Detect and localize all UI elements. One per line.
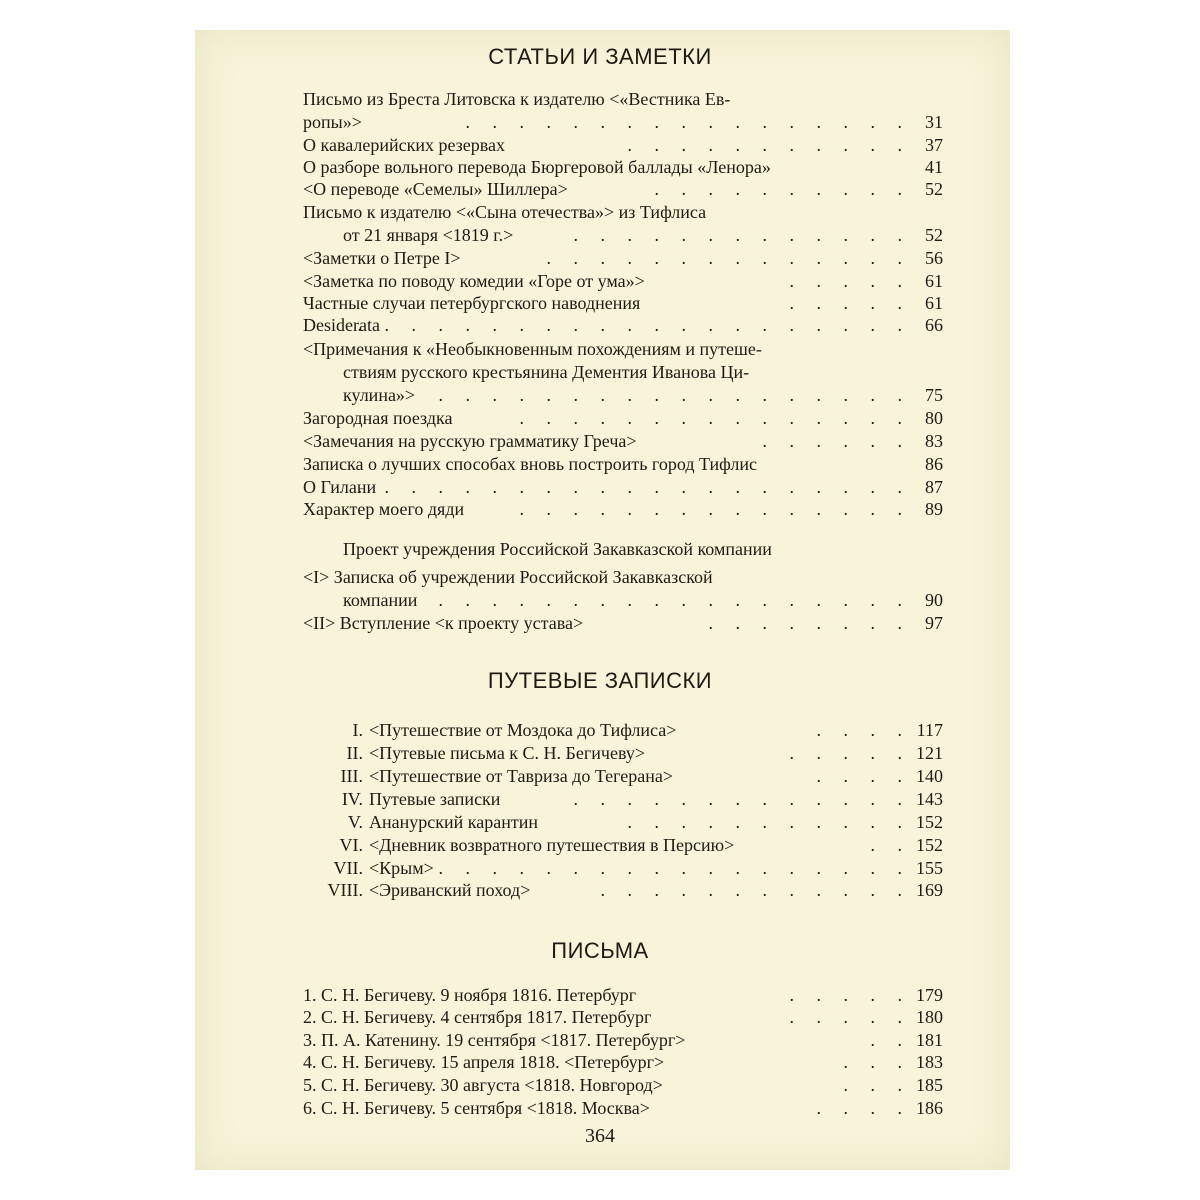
leader-dots: . . . . . . . . . . . . . . . . . . . . . (357, 315, 911, 335)
page-ref: 83 (925, 431, 943, 451)
roman-numeral: IV. (341, 789, 363, 809)
roman-numeral: V. (347, 812, 363, 832)
entry-title: Письмо к издателю <«Сына отечества»> из Тифлиса (303, 202, 707, 222)
entry-title: компании (343, 590, 418, 610)
page-ref: 140 (916, 766, 943, 786)
leader-dots: . . . . (816, 1098, 911, 1118)
entry-title: 3. П. А. Катенину. 19 сентября <1817. Петербург> (303, 1030, 686, 1050)
entry-title: 6. С. Н. Бегичеву. 5 сентября <1818. Москва> (303, 1098, 650, 1118)
leader-dots: . . . . . . . . . . . . . . . (519, 408, 911, 428)
page-ref: 86 (925, 454, 943, 474)
page-ref: 56 (925, 248, 943, 268)
entry-title: <Крым> (369, 858, 434, 878)
toc-entry (303, 765, 943, 788)
toc-entry (303, 111, 943, 134)
page-ref: 75 (925, 385, 943, 405)
roman-numeral: II. (346, 743, 363, 763)
entry-title: <Дневник возвратного путешествия в Персию> (369, 835, 735, 855)
entry-title: 1. С. Н. Бегичеву. 9 ноября 1816. Петербург (303, 985, 637, 1005)
entry-title: Записка о лучших способах вновь построить город Тифлис (303, 454, 757, 474)
page-ref: 90 (925, 590, 943, 610)
entry-title: <Путешествие от Тавриза до Тегерана> (369, 766, 674, 786)
page-ref: 61 (925, 293, 943, 313)
toc-entry (303, 361, 943, 384)
page-ref: 183 (916, 1052, 943, 1072)
leader-dots: . . . . (816, 720, 911, 740)
section-title-articles: СТАТЬИ И ЗАМЕТКИ (488, 44, 712, 69)
entry-title: О кавалерийских резервах (303, 135, 506, 155)
toc-entry (303, 742, 943, 765)
entry-title: Письмо из Бреста Литовска к издателю <«Вестника Ев- (303, 89, 731, 109)
entry-title: ропы»> (303, 112, 362, 132)
page-ref: 61 (925, 271, 943, 291)
leader-dots: . . . (843, 1052, 911, 1072)
entry-title: <Путевые письма к С. Н. Бегичеву> (369, 743, 645, 763)
entry-title: О разборе вольного перевода Бюргеровой баллады «Ленора» (303, 157, 771, 177)
leader-dots: . . (870, 1030, 911, 1050)
page-ref: 66 (925, 315, 943, 335)
toc-entry (303, 247, 943, 270)
leader-dots: . . . . . . . . . . . . . . (546, 248, 911, 268)
entry-title: <Заметки о Петре I> (303, 248, 461, 268)
entry-title: <О переводе «Семелы» Шиллера> (303, 179, 568, 199)
entry-title: 5. С. Н. Бегичеву. 30 августа <1818. Новгород> (303, 1075, 663, 1095)
leader-dots: . . . . . (789, 1007, 911, 1027)
entry-title: 2. С. Н. Бегичеву. 4 сентября 1817. Петербург (303, 1007, 652, 1027)
toc-entry (303, 834, 943, 857)
leader-dots: . . . . . (789, 985, 911, 1005)
leader-dots: . . . . . (789, 271, 911, 291)
page-ref: 181 (916, 1030, 943, 1050)
toc-entry (303, 476, 943, 499)
entry-title: <Примечания к «Необыкновенным похождениям и путеше- (303, 339, 762, 359)
toc-entry (303, 1097, 943, 1120)
toc-entry (303, 589, 943, 612)
toc-entry (303, 270, 943, 293)
section-title-travel: ПУТЕВЫЕ ЗАПИСКИ (487, 668, 713, 693)
roman-numeral: III. (340, 766, 363, 786)
page-number: 364 (585, 1125, 615, 1147)
leader-dots: . . . . . . . . . . . . . . . . . . (438, 385, 911, 405)
page-ref: 117 (916, 720, 943, 740)
entry-title: Частные случаи петербургского наводнения (303, 293, 641, 313)
leader-dots: . . . . . . (762, 431, 911, 451)
leader-dots: . . . . . . . . . . . . . . . . . . (438, 590, 911, 610)
leader-dots: . . (870, 835, 911, 855)
leader-dots: . . . . . . . . . . . (627, 812, 911, 832)
toc-entry (303, 453, 943, 476)
entry-title: 4. С. Н. Бегичеву. 15 апреля 1818. <Петербург> (303, 1052, 665, 1072)
toc-entry (303, 566, 943, 589)
entry-title: <Путешествие от Моздока до Тифлиса> (369, 720, 677, 740)
toc-entry (303, 178, 943, 201)
page-ref: 152 (916, 835, 943, 855)
leader-dots: . . . . . . . . . . . (627, 135, 911, 155)
toc-entry (303, 857, 943, 880)
toc-entry (303, 292, 943, 315)
page-ref: 180 (916, 1007, 943, 1027)
leader-dots: . . . . . . . . . . . . . (573, 789, 911, 809)
page-ref: 169 (916, 880, 943, 900)
toc-entry (303, 407, 943, 430)
leader-dots: . . . . . (789, 293, 911, 313)
page-ref: 186 (916, 1098, 943, 1118)
roman-numeral: I. (352, 720, 363, 740)
leader-dots: . . . (843, 1075, 911, 1095)
toc-entry (303, 156, 943, 179)
toc-entry (303, 1051, 943, 1074)
toc-entry (303, 224, 943, 247)
entry-title: кулина»> (343, 385, 416, 405)
leader-dots: . . . . (816, 766, 911, 786)
subsection-title: Проект учреждения Российской Закавказской компании (343, 539, 772, 559)
page-ref: 121 (916, 743, 943, 763)
page-ref: 87 (925, 477, 943, 497)
toc-entry (303, 384, 943, 407)
entry-title: <Заметка по поводу комедии «Горе от ума»> (303, 271, 645, 291)
entry-title: <Эриванский поход> (369, 880, 531, 900)
entry-title: <II> Вступление <к проекту устава> (303, 613, 584, 633)
toc-entry (303, 879, 943, 902)
page-ref: 52 (925, 225, 943, 245)
toc-entry (303, 498, 943, 521)
toc-entry (303, 314, 943, 337)
entry-title: Ананурский карантин (369, 812, 538, 832)
leader-dots: . . . . . . . . . . . . . . . . . (465, 112, 911, 132)
page-ref: 179 (916, 985, 943, 1005)
page-ref: 80 (925, 408, 943, 428)
toc-entry (303, 1006, 943, 1029)
page-ref: 89 (925, 499, 943, 519)
page-ref: 185 (916, 1075, 943, 1095)
entry-title: Desiderata (303, 315, 380, 335)
page-ref: 152 (916, 812, 943, 832)
toc-entry (303, 1074, 943, 1097)
toc-entry (303, 788, 943, 811)
page-ref: 97 (925, 613, 943, 633)
toc-entry (303, 134, 943, 157)
page-ref: 52 (925, 179, 943, 199)
toc-entry (303, 811, 943, 834)
page-ref: 155 (916, 858, 943, 878)
toc-entry (303, 1029, 943, 1052)
entry-title: О Гилани (303, 477, 377, 497)
entry-title: Характер моего дяди (303, 499, 465, 519)
leader-dots: . . . . . . . . . . . . . . . . . . (438, 858, 911, 878)
entry-title: <Замечания на русскую грамматику Греча> (303, 431, 637, 451)
page-ref: 41 (925, 157, 943, 177)
leader-dots: . . . . . . . . . . . . (600, 880, 911, 900)
toc-entry (303, 612, 943, 635)
page-ref: 143 (916, 789, 943, 809)
leader-dots: . . . . . . . . . . . . . . . (519, 499, 911, 519)
roman-numeral: VII. (333, 858, 363, 878)
leader-dots: . . . . . . . . . . . . . (573, 225, 911, 245)
toc-entry (303, 430, 943, 453)
section-title-letters: ПИСЬМА (551, 938, 649, 963)
entry-title: Путевые записки (369, 789, 501, 809)
toc-entry (303, 201, 943, 224)
leader-dots: . . . . . (789, 743, 911, 763)
page-ref: 31 (925, 112, 943, 132)
roman-numeral: VI. (339, 835, 363, 855)
entry-title: <I> Записка об учреждении Российской Закавказской (303, 567, 713, 587)
leader-dots: . . . . . . . . . . . . . . . . . . . . . (357, 477, 911, 497)
entry-title: Загородная поездка (303, 408, 453, 428)
toc-entry (303, 88, 943, 111)
toc-entry (303, 719, 943, 742)
entry-title: ствиям русского крестьянина Дементия Иванова Ци- (343, 362, 750, 382)
leader-dots: . . . . . . . . (708, 613, 911, 633)
page-ref: 37 (925, 135, 943, 155)
leader-dots: . . . . . . . . . . (654, 179, 911, 199)
entry-title: от 21 января <1819 г.> (343, 225, 514, 245)
roman-numeral: VIII. (327, 880, 363, 900)
toc-entry (303, 984, 943, 1007)
toc-entry (303, 338, 943, 361)
